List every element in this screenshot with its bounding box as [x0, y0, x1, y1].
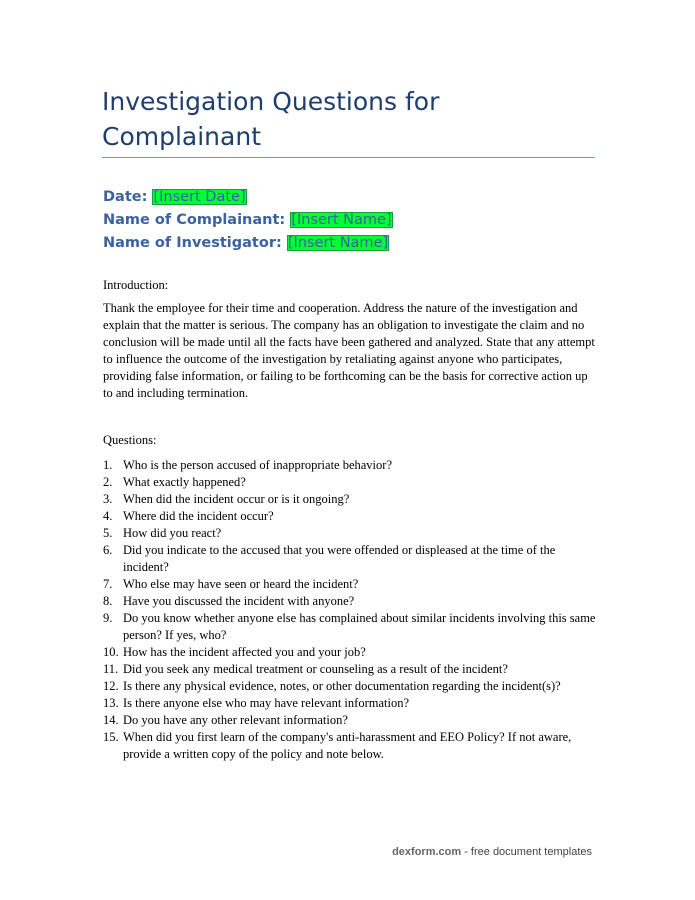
- complainant-label: Name of Complainant:: [103, 212, 286, 228]
- question-text: Where did the incident occur?: [123, 509, 274, 523]
- question-number: 14.: [103, 713, 119, 727]
- question-text: Is there any physical evidence, notes, or other documentation regarding the incident(s)?: [123, 679, 561, 693]
- question-item: [103, 610, 598, 644]
- date-placeholder[interactable]: [Insert Date]: [153, 189, 246, 205]
- question-number: 5.: [103, 526, 113, 540]
- question-item: [103, 661, 598, 678]
- question-item: [103, 542, 598, 576]
- question-item: [103, 695, 598, 712]
- question-number: 3.: [103, 492, 113, 506]
- question-number: 2.: [103, 475, 113, 489]
- question-item: [103, 644, 598, 661]
- document-title: [102, 84, 596, 154]
- question-text: Do you have any other relevant information?: [123, 713, 348, 727]
- introduction-body: Thank the employee for their time and cooperation. Address the nature of the investigation and explain that the matter is serious. The company has an obligation to investigate the claim and no conclusion will be made until all the facts have been gathered and analyzed. State that any attempt to influence the outcome of the investigation by retaliating against anyone who participates, providing false information, or failing to be forthcoming can be the basis for corrective action up to and including termination.: [103, 301, 595, 400]
- question-text: Is there anyone else who may have relevant information?: [123, 696, 409, 710]
- question-text: Who else may have seen or heard the incident?: [123, 577, 359, 591]
- question-text: Did you indicate to the accused that you were offended or displeased at the time of the incident?: [123, 543, 556, 574]
- question-text: When did you first learn of the company's anti-harassment and EEO Policy? If not aware, provide a written copy of the policy and note below.: [123, 730, 572, 761]
- question-text: Have you discussed the incident with anyone?: [123, 594, 355, 608]
- question-number: 8.: [103, 594, 113, 608]
- title-line-1: Investigation Questions for: [102, 87, 440, 116]
- question-item: [103, 474, 598, 491]
- question-text: How has the incident affected you and your job?: [123, 645, 366, 659]
- date-line: [103, 186, 393, 209]
- meta-block: [103, 186, 393, 255]
- question-number: 1.: [103, 458, 113, 472]
- complainant-placeholder[interactable]: [Insert Name]: [291, 212, 392, 228]
- investigator-label: Name of Investigator:: [103, 235, 282, 251]
- question-number: 9.: [103, 611, 113, 625]
- question-text: Did you seek any medical treatment or counseling as a result of the incident?: [123, 662, 508, 676]
- introduction-label: Introduction:: [103, 278, 169, 292]
- investigator-placeholder[interactable]: [Insert Name]: [287, 235, 389, 251]
- title-divider: [102, 157, 595, 158]
- question-number: 12.: [103, 679, 119, 693]
- question-text: What exactly happened?: [123, 475, 246, 489]
- question-item: [103, 508, 598, 525]
- footer-tagline: - free document templates: [461, 846, 592, 858]
- question-item: [103, 593, 598, 610]
- question-item: [103, 457, 598, 474]
- question-text: Do you know whether anyone else has complained about similar incidents involving this same person? If yes, who?: [123, 611, 596, 642]
- date-label: Date:: [103, 189, 148, 205]
- question-item: [103, 576, 598, 593]
- question-item: [103, 491, 598, 508]
- question-item: [103, 525, 598, 542]
- question-number: 15.: [103, 730, 119, 744]
- footer-brand[interactable]: dexform.com: [392, 846, 462, 858]
- question-item: [103, 678, 598, 695]
- question-number: 7.: [103, 577, 113, 591]
- questions-list: [103, 457, 598, 763]
- complainant-line: [103, 209, 393, 232]
- investigator-line: [103, 232, 393, 255]
- question-text: How did you react?: [123, 526, 222, 540]
- question-number: 4.: [103, 509, 113, 523]
- question-text: When did the incident occur or is it ongoing?: [123, 492, 350, 506]
- questions-label: Questions:: [103, 433, 157, 447]
- question-item: [103, 729, 598, 763]
- question-number: 6.: [103, 543, 113, 557]
- question-number: 11.: [103, 662, 119, 676]
- question-text: Who is the person accused of inappropriate behavior?: [123, 458, 392, 472]
- question-item: [103, 712, 598, 729]
- title-line-2: Complainant: [102, 122, 261, 151]
- footer: [392, 846, 592, 858]
- question-number: 13.: [103, 696, 119, 710]
- question-number: 10.: [103, 645, 119, 659]
